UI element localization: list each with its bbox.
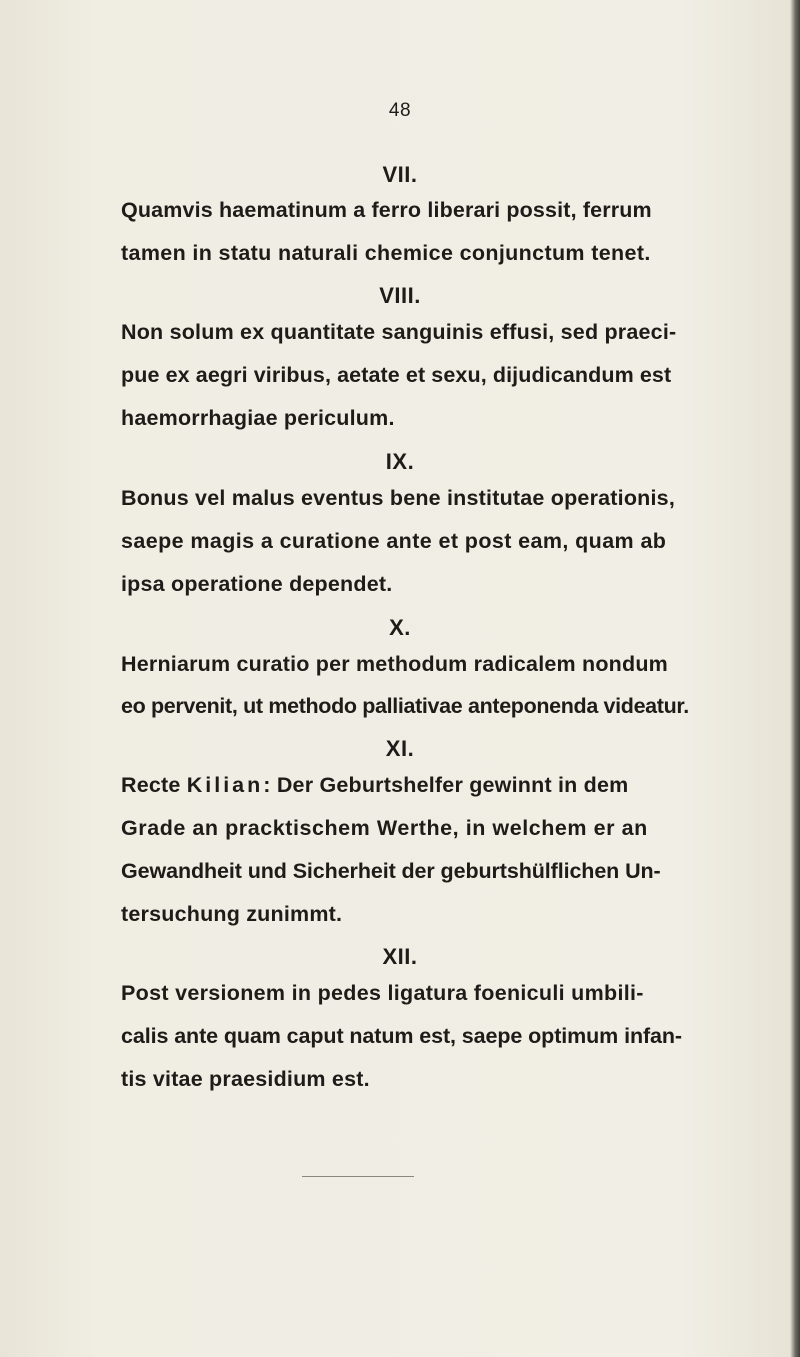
thesis-heading-ix: IX.: [385, 449, 415, 474]
thesis-viii-line-2: pue ex aegri viribus, aetate et sexu, dijudicandum est: [121, 363, 672, 387]
thesis-ix-line-2: saepe magis a curatione ante et post eam, quam ab: [121, 529, 667, 553]
thesis-vii-line-1: Quamvis haematinum a ferro liberari possit, ferrum: [121, 198, 652, 222]
author-name-kilian: Kilian: [186, 773, 264, 797]
thesis-heading-viii: VIII.: [379, 283, 421, 308]
thesis-xi-line-1-prefix: Recte: [121, 773, 187, 797]
thesis-x-line-1: Herniarum curatio per methodum radicalem nondum: [121, 652, 668, 676]
thesis-xi-line-3: Gewandheit und Sicherheit der geburtshülflichen Un-: [121, 859, 661, 883]
thesis-xi-line-1: [121, 771, 628, 799]
thesis-xi-line-2: Grade an pracktischem Werthe, in welchem er an: [121, 816, 648, 840]
thesis-ix-line-3: ipsa operatione dependet.: [121, 572, 393, 596]
thesis-xi-line-4: tersuchung zunimmt.: [121, 902, 343, 926]
thesis-heading-x: X.: [389, 615, 411, 640]
thesis-heading-xii: XII.: [382, 944, 418, 969]
thesis-xii-line-1: Post versionem in pedes ligatura foeniculi umbili-: [121, 981, 644, 1005]
page-number: 48: [388, 100, 412, 121]
thesis-heading-vii: VII.: [382, 162, 418, 187]
thesis-viii-line-1: Non solum ex quantitate sanguinis effusi, sed praeci-: [121, 320, 677, 344]
thesis-viii-line-3: haemorrhagiae periculum.: [121, 406, 395, 430]
thesis-ix-line-1: Bonus vel malus eventus bene institutae operationis,: [121, 486, 675, 510]
page-edge-shadow: [790, 0, 800, 1357]
thesis-xii-line-2: calis ante quam caput natum est, saepe optimum infan-: [121, 1024, 682, 1048]
thesis-x-line-2: eo pervenit, ut methodo palliativae anteponenda videatur.: [121, 694, 689, 718]
thesis-xii-line-3: tis vitae praesidium est.: [121, 1067, 370, 1091]
thesis-heading-xi: XI.: [385, 736, 415, 761]
thesis-vii-line-2: tamen in statu naturali chemice conjunctum tenet.: [121, 241, 651, 265]
thesis-xi-line-1-suffix: : Der Geburtshelfer gewinnt in dem: [263, 773, 629, 797]
closing-rule: [302, 1176, 414, 1177]
